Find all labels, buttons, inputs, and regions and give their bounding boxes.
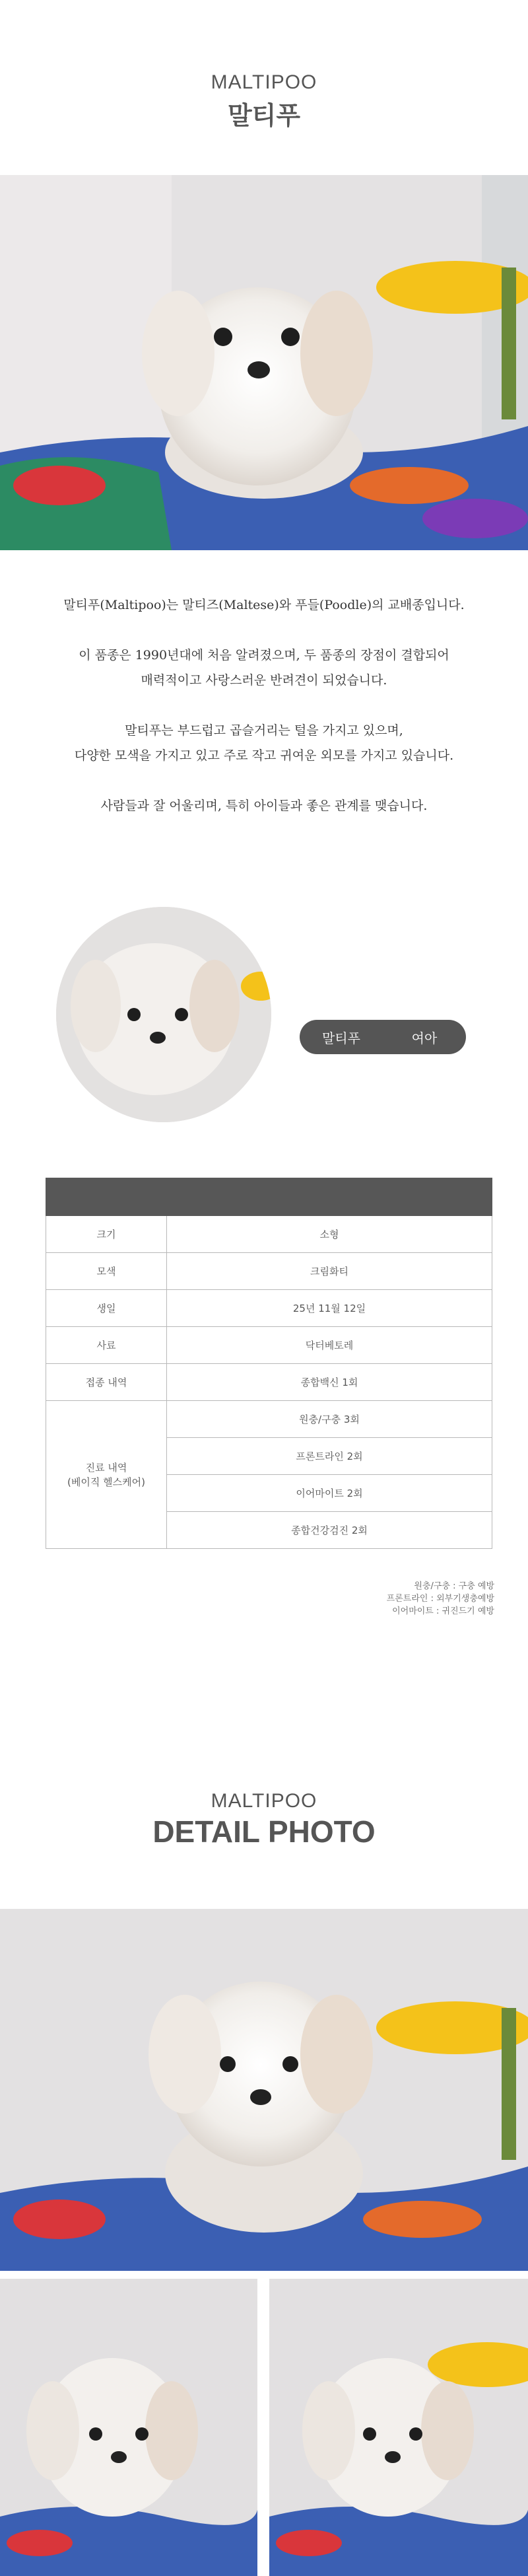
note-line: 이어마이트 : 귀진드기 예방 (392, 1606, 494, 1616)
care-key (46, 1401, 167, 1549)
table-row (46, 1253, 492, 1290)
table-row (46, 1327, 492, 1364)
table-row (46, 1364, 492, 1401)
note-line: 원충/구충 : 구충 예방 (414, 1581, 494, 1591)
info-table (46, 1178, 492, 1549)
intro-line: 말티푸(Maltipoo)는 말티즈(Maltese)와 푸들(Poodle)의 교배종입니다. (63, 598, 465, 612)
row-key: 모색 (46, 1253, 167, 1290)
row-key: 생일 (46, 1290, 167, 1327)
intro-line: 사람들과 잘 어울리며, 특히 아이들과 좋은 관계를 맺습니다. (100, 799, 428, 813)
care-value: 종합건강검진 2회 (167, 1512, 492, 1549)
intro-line: 다양한 모색을 가지고 있고 주로 작고 귀여운 외모를 가지고 있습니다. (74, 748, 454, 763)
table-header-row (46, 1178, 492, 1216)
table-row (46, 1216, 492, 1253)
intro-header (0, 71, 528, 131)
intro-line: 말티푸는 부드럽고 곱슬거리는 털을 가지고 있으며, (125, 723, 403, 738)
intro-line: 이 품종은 1990년대에 처음 알려졌으며, 두 품종의 장점이 결합되어 (79, 648, 449, 662)
care-key-line: 진료 내역 (85, 1461, 127, 1474)
row-value: 크림화티 (167, 1253, 492, 1290)
row-value: 25년 11월 12일 (167, 1290, 492, 1327)
gender-label: 여아 (411, 1030, 438, 1046)
header-eyebrow: MALTIPOO (211, 71, 317, 93)
care-key-line: (베이직 헬스케어) (67, 1476, 145, 1488)
detail-puppy-photo-right (269, 2279, 528, 2576)
row-key: 크기 (46, 1216, 167, 1253)
care-value: 이어마이트 2회 (167, 1475, 492, 1512)
detail-eyebrow: MALTIPOO (211, 1790, 317, 1812)
breed-label: 말티푸 (322, 1030, 360, 1046)
row-value: 소형 (167, 1216, 492, 1253)
profile-puppy-photo (56, 907, 271, 1122)
care-notes (387, 1580, 494, 1618)
hero-puppy-photo (0, 175, 528, 550)
care-value: 원충/구충 3회 (167, 1401, 492, 1438)
row-key: 사료 (46, 1327, 167, 1364)
row-key: 접종 내역 (46, 1364, 167, 1401)
page-title: 말티푸 (227, 101, 301, 130)
detail-title: DETAIL PHOTO (152, 1814, 376, 1849)
table-row (46, 1290, 492, 1327)
row-value: 종합백신 1회 (167, 1364, 492, 1401)
care-value: 프론트라인 2회 (167, 1438, 492, 1475)
detail-header (0, 1790, 528, 1849)
detail-puppy-photo-left (0, 2279, 257, 2576)
table-row (46, 1401, 492, 1438)
profile-pill (300, 1020, 466, 1054)
detail-puppy-photo (0, 1909, 528, 2271)
row-value: 닥터베토레 (167, 1327, 492, 1364)
note-line: 프론트라인 : 외부기생충예방 (386, 1594, 494, 1604)
intro-line: 매력적이고 사랑스러운 반려견이 되었습니다. (141, 673, 387, 688)
intro-text (0, 592, 528, 818)
